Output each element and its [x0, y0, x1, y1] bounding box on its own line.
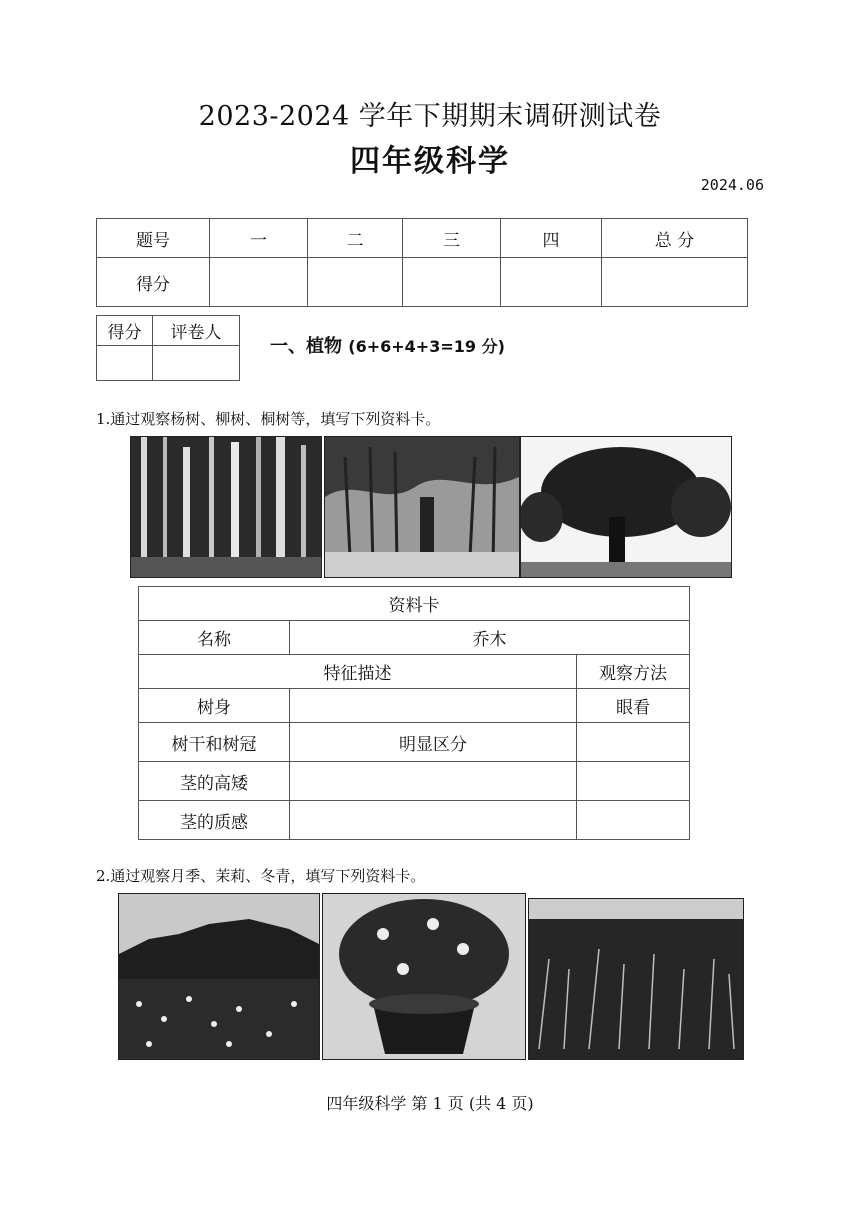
info-card-row-feature[interactable]	[290, 801, 577, 840]
info-card-row-feature[interactable]	[290, 689, 577, 723]
info-card-row-method[interactable]	[577, 723, 690, 762]
info-card-row-label: 树身	[139, 689, 290, 723]
info-card-title: 资料卡	[139, 587, 690, 621]
willow-tree-photo	[324, 436, 520, 578]
page-footer: 四年级科学 第 1 页 (共 4 页)	[326, 1094, 534, 1113]
exam-date: 2024.06	[700, 176, 764, 194]
grader-header-score: 得分	[97, 316, 153, 346]
poplar-trees-photo	[130, 436, 322, 578]
score-cell-4[interactable]	[501, 258, 602, 307]
score-row-label: 得分	[97, 258, 210, 307]
holly-shrubs-photo	[528, 898, 744, 1060]
info-card-name-label: 名称	[139, 621, 290, 655]
score-table	[96, 218, 748, 307]
exam-subtitle: 四年级科学	[350, 144, 510, 179]
jasmine-pot-photo	[322, 893, 526, 1060]
grader-cell-reviewer[interactable]	[153, 346, 240, 381]
score-header-3: 三	[403, 219, 501, 258]
question-1-text: 1.通过观察杨树、柳树、桐树等，填写下列资料卡。	[96, 410, 441, 428]
info-card-row-feature[interactable]: 明显区分	[290, 723, 577, 762]
info-card-row-method[interactable]	[577, 762, 690, 801]
score-header-4: 四	[501, 219, 602, 258]
score-header-2: 二	[308, 219, 403, 258]
info-card-row-label: 茎的高矮	[139, 762, 290, 801]
score-header-1: 一	[210, 219, 308, 258]
section-heading	[270, 332, 505, 358]
info-card-row-label: 树干和树冠	[139, 723, 290, 762]
section-title: 一、植物	[270, 336, 342, 357]
rose-garden-photo	[118, 893, 320, 1060]
info-card-row-method[interactable]	[577, 801, 690, 840]
info-card-table	[138, 586, 690, 840]
info-card-row-method[interactable]: 眼看	[577, 689, 690, 723]
score-header-total: 总 分	[602, 219, 748, 258]
grader-table	[96, 315, 240, 381]
score-cell-1[interactable]	[210, 258, 308, 307]
info-card-method-header: 观察方法	[577, 655, 690, 689]
info-card-row-label: 茎的质感	[139, 801, 290, 840]
exam-title: 2023-2024 学年下期期末调研测试卷	[198, 101, 662, 132]
section-points: (6+6+4+3=19 分)	[348, 337, 505, 356]
info-card-feature-header: 特征描述	[139, 655, 577, 689]
score-cell-3[interactable]	[403, 258, 501, 307]
info-card-name-value: 乔木	[290, 621, 690, 655]
score-header-question-no: 题号	[97, 219, 210, 258]
score-cell-2[interactable]	[308, 258, 403, 307]
grader-header-reviewer: 评卷人	[153, 316, 240, 346]
info-card-row-feature[interactable]	[290, 762, 577, 801]
question-2-text: 2.通过观察月季、茉莉、冬青，填写下列资料卡。	[96, 867, 426, 885]
paulownia-tree-photo	[520, 436, 732, 578]
score-cell-total[interactable]	[602, 258, 748, 307]
grader-cell-score[interactable]	[97, 346, 153, 381]
